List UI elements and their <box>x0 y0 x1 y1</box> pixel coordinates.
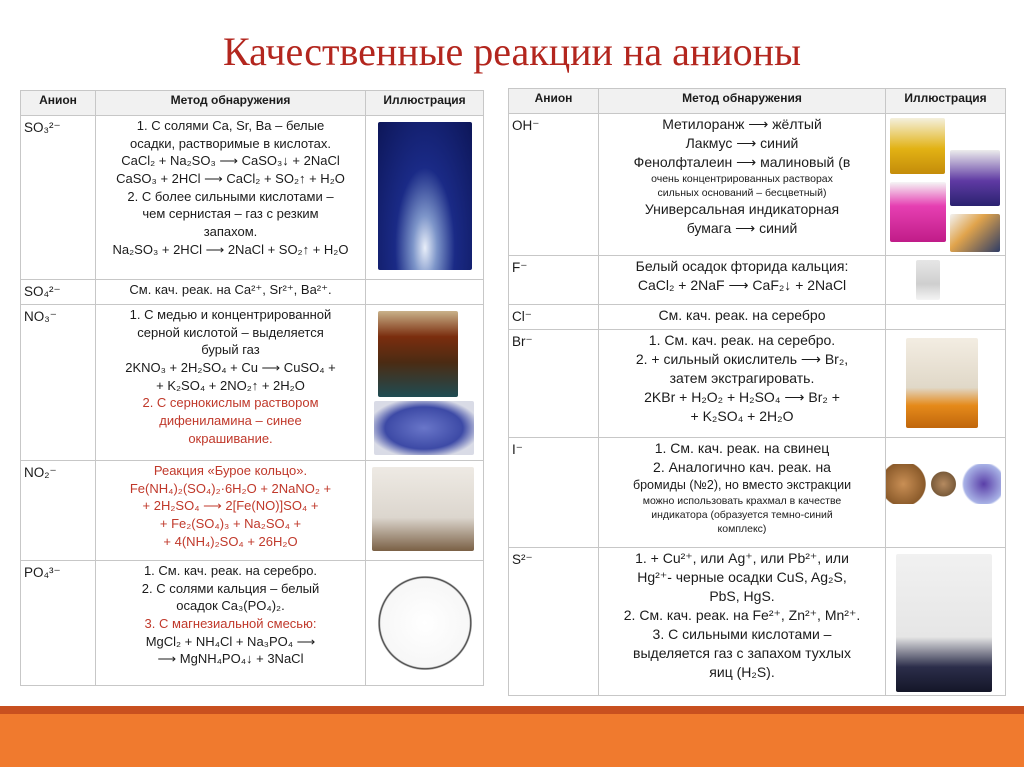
method-line: бромиды (№2), но вместо экстракции <box>632 478 852 493</box>
illustration-cell <box>366 116 484 280</box>
bromine-flask-image <box>906 338 978 428</box>
indicators-image <box>890 118 945 174</box>
method-line: 2KBr + H₂O₂ + H₂SO₄ ⟶ Br₂ + <box>644 389 840 406</box>
left-table-header-row <box>21 91 484 116</box>
method-line: 3. С магнезиальной смесью: <box>144 616 317 632</box>
footer-accent-bar <box>0 714 1024 767</box>
method-line: Метилоранж ⟶ жёлтый <box>662 116 822 132</box>
method-cell <box>96 305 366 461</box>
method-cell <box>96 561 366 686</box>
table-row <box>509 114 1006 256</box>
method-line: выделяется газ с запахом тухлых <box>633 645 851 662</box>
method-line: можно использовать крахмал в качестве <box>642 495 842 508</box>
method-cell <box>599 438 886 548</box>
method-cell <box>599 548 886 696</box>
method-cell <box>599 114 886 256</box>
method-line: См. кач. реак. на серебро <box>658 307 826 323</box>
column-header-method: Метод обнаружения <box>96 91 366 116</box>
illustration-image <box>950 150 1000 206</box>
footer-accent-bar-thin <box>0 706 1024 714</box>
method-line: Лакмус ⟶ синий <box>685 135 799 152</box>
method-line: Na₂SO₃ + 2HCl ⟶ 2NaCl + SO₂↑ + H₂O <box>112 241 349 257</box>
table-row <box>21 461 484 561</box>
right-anion-table <box>508 88 1006 696</box>
method-line: осадки, растворимые в кислотах. <box>129 135 332 151</box>
method-cell <box>599 256 886 305</box>
illustration-cell <box>886 305 1006 330</box>
anion-cell: Cl⁻ <box>509 305 599 330</box>
anion-cell: NO₂⁻ <box>21 461 96 561</box>
crystals-sketch-image <box>378 569 472 677</box>
method-line: дифениламина – синее <box>159 413 302 429</box>
anion-cell: NO₃⁻ <box>21 305 96 461</box>
method-line: 1. См. кач. реак. на серебро. <box>143 563 318 578</box>
method-cell <box>599 305 886 330</box>
anion-cell: PO₄³⁻ <box>21 561 96 686</box>
method-line: 1. С солями Ca, Sr, Ba – белые <box>136 118 325 133</box>
anion-cell: SO₄²⁻ <box>21 280 96 305</box>
method-line: 2. С солями кальция – белый <box>141 580 320 596</box>
precipitate-tube-image <box>916 260 940 300</box>
method-line: CaSO₃ + 2HCl ⟶ CaCl₂ + SO₂↑ + H₂O <box>116 171 345 187</box>
illustration-cell <box>886 330 1006 438</box>
method-cell <box>96 461 366 561</box>
method-line: Hg²⁺- черные осадки CuS, Ag₂S, <box>637 569 847 586</box>
method-line: яиц (H₂S). <box>709 664 775 681</box>
illustration-cell <box>886 256 1006 305</box>
illustration-cell <box>886 114 1006 256</box>
table-row <box>509 438 1006 548</box>
beaker-brown-gas-image <box>378 311 458 397</box>
method-line: См. кач. реак. на Ca²⁺, Sr²⁺, Ba²⁺. <box>129 282 332 297</box>
method-line: ⟶ MgNH₄PO₄↓ + 3NaCl <box>157 651 304 667</box>
method-line: CaCl₂ + Na₂SO₃ ⟶ CaSO₃↓ + 2NaCl <box>121 153 340 169</box>
anion-cell: S²⁻ <box>509 548 599 696</box>
method-line: 3. С сильными кислотами – <box>652 626 832 643</box>
method-line: + 2H₂SO₄ ⟶ 2[Fe(NO)]SO₄ + <box>142 498 319 514</box>
test-tube-brown-ring-image <box>372 467 474 551</box>
anion-cell: I⁻ <box>509 438 599 548</box>
method-line: Реакция «Бурое кольцо». <box>153 463 308 478</box>
method-cell <box>96 116 366 280</box>
method-line: + K₂SO₄ + 2NO₂↑ + 2H₂O <box>156 377 305 393</box>
method-line: 2. С более сильными кислотами – <box>127 188 334 204</box>
table-row <box>509 305 1006 330</box>
table-row <box>21 561 484 686</box>
method-line: затем экстрагировать. <box>669 370 815 387</box>
left-anion-table <box>20 90 484 686</box>
illustration-cell <box>366 305 484 461</box>
starch-iodine-image <box>886 464 1001 504</box>
method-line: сильных оснований – бесцветный) <box>657 187 827 200</box>
method-line: 1. С медью и концентрированной <box>129 307 332 322</box>
column-header-illustration: Иллюстрация <box>366 91 484 116</box>
method-line: 2. Аналогично кач. реак. на <box>653 459 831 476</box>
anion-cell: OH⁻ <box>509 114 599 256</box>
illustration-cell <box>886 548 1006 696</box>
table-row <box>509 256 1006 305</box>
illustration-cell <box>366 461 484 561</box>
method-line: очень концентрированных растворах <box>651 173 833 186</box>
method-line: PbS, HgS. <box>709 588 775 605</box>
method-line: 2. + сильный окислитель ⟶ Br₂, <box>635 351 849 368</box>
method-cell <box>96 280 366 305</box>
method-line: окрашивание. <box>188 430 273 446</box>
method-cell <box>599 330 886 438</box>
test-tube-blue-image <box>378 122 472 270</box>
method-line: + 4(NH₄)₂SO₄ + 26H₂O <box>163 533 298 549</box>
table-row <box>509 548 1006 696</box>
table-row <box>21 305 484 461</box>
illustration-cell <box>366 280 484 305</box>
method-line: 2. С сернокислым раствором <box>142 395 319 411</box>
column-header-illustration: Иллюстрация <box>886 89 1006 114</box>
anion-cell: F⁻ <box>509 256 599 305</box>
method-line: чем сернистая – газ с резким <box>142 206 319 222</box>
method-line: Fe(NH₄)₂(SO₄)₂·6H₂O + 2NaNO₂ + <box>129 480 332 496</box>
sulfide-tube-image <box>896 554 992 692</box>
column-header-anion: Анион <box>21 91 96 116</box>
column-header-anion: Анион <box>509 89 599 114</box>
method-line: Универсальная индикаторная <box>644 201 840 218</box>
right-table-header-row <box>509 89 1006 114</box>
method-line: комплекс) <box>717 523 767 536</box>
diphenylamine-blue-image <box>374 401 474 455</box>
anion-cell: SO₃²⁻ <box>21 116 96 280</box>
table-row <box>509 330 1006 438</box>
method-line: Белый осадок фторида кальция: <box>635 258 849 274</box>
method-line: серной кислотой – выделяется <box>137 324 324 340</box>
illustration-image <box>950 214 1000 252</box>
method-line: 1. См. кач. реак. на серебро. <box>648 332 836 348</box>
method-line: 1. См. кач. реак. на свинец <box>654 440 830 456</box>
illustration-cell <box>886 438 1006 548</box>
method-line: MgCl₂ + NH₄Cl + Na₃PO₄ ⟶ <box>145 633 316 649</box>
method-line: Фенолфталеин ⟶ малиновый (в <box>633 154 851 171</box>
table-row <box>21 280 484 305</box>
anion-cell: Br⁻ <box>509 330 599 438</box>
illustration-image <box>890 182 946 242</box>
method-line: + K₂SO₄ + 2H₂O <box>690 408 794 425</box>
method-line: бумага ⟶ синий <box>686 220 798 237</box>
method-line: + Fe₂(SO₄)₃ + Na₂SO₄ + <box>159 516 302 532</box>
method-line: осадок Ca₃(PO₄)₂. <box>176 598 285 614</box>
illustration-cell <box>366 561 484 686</box>
method-line: запахом. <box>203 224 258 240</box>
table-row <box>21 116 484 280</box>
method-line: CaCl₂ + 2NaF ⟶ CaF₂↓ + 2NaCl <box>637 277 847 294</box>
method-line: 1. + Cu²⁺, или Ag⁺, или Pb²⁺, или <box>635 550 849 566</box>
method-line: бурый газ <box>201 342 260 358</box>
method-line: 2. См. кач. реак. на Fe²⁺, Zn²⁺, Mn²⁺. <box>623 607 861 624</box>
column-header-method: Метод обнаружения <box>599 89 886 114</box>
slide-title: Качественные реакции на анионы <box>223 29 801 74</box>
method-line: 2KNO₃ + 2H₂SO₄ + Cu ⟶ CuSO₄ + <box>125 360 336 376</box>
method-line: индикатора (образуется темно-синий <box>651 509 833 522</box>
